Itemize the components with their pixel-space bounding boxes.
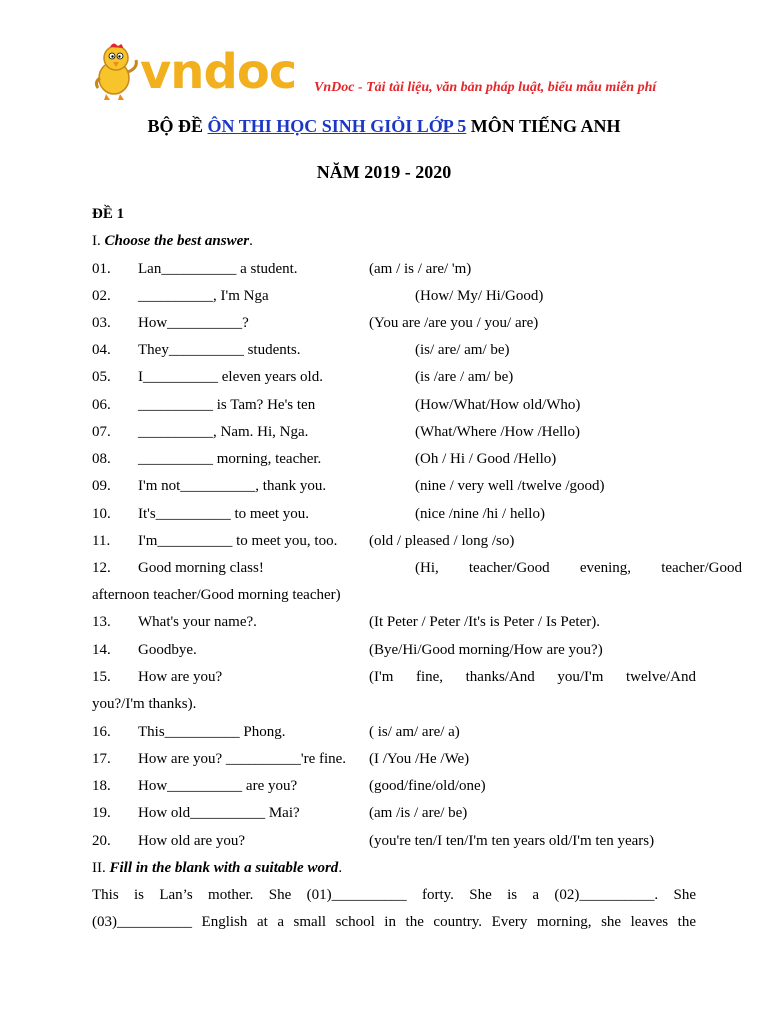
question-row	[92, 667, 696, 687]
question-number: 12.	[92, 560, 111, 576]
question-number: 10.	[92, 506, 111, 522]
passage-line-1: This is Lan’s mother. She (01)__________ forty. She is a (02)__________. She	[92, 887, 696, 903]
question-text: Lan__________ a student.	[138, 261, 298, 277]
part1-number: I.	[92, 233, 105, 249]
question-options: (nine / very well /twelve /good)	[415, 478, 605, 494]
question-text: How old__________ Mai?	[138, 805, 300, 821]
question-options-continued: afternoon teacher/Good morning teacher)	[92, 587, 341, 603]
question-options: (Hi, teacher/Good evening, teacher/Good	[415, 560, 742, 576]
question-row	[92, 831, 696, 851]
question-text: __________, I'm Nga	[138, 288, 269, 304]
title-prefix: BỘ ĐỀ	[147, 116, 208, 136]
question-options: (am / is / are/ 'm)	[369, 261, 472, 277]
question-text: How are you?	[138, 669, 223, 685]
question-text: How__________?	[138, 315, 249, 331]
part1-end: .	[249, 233, 253, 249]
question-row	[92, 612, 696, 632]
question-text: How old are you?	[138, 833, 246, 849]
title-link[interactable]: ÔN THI HỌC SINH GIỎI LỚP 5	[207, 116, 467, 136]
question-text: I'm not__________, thank you.	[138, 478, 327, 494]
exam-section-label: ĐỀ 1	[92, 206, 125, 222]
question-row	[92, 749, 696, 769]
question-number: 02.	[92, 288, 111, 304]
question-text: They__________ students.	[138, 342, 301, 358]
question-text: __________ is Tam? He's ten	[138, 397, 316, 413]
question-text: What's your name?.	[138, 614, 257, 630]
question-options: (How/ My/ Hi/Good)	[415, 288, 544, 304]
question-text: __________ morning, teacher.	[138, 451, 322, 467]
part2-number: II.	[92, 860, 110, 876]
logo-text: vndoc	[140, 44, 297, 100]
question-number: 03.	[92, 315, 111, 331]
question-row	[92, 531, 696, 551]
title-suffix: MÔN TIẾNG ANH	[466, 116, 621, 136]
question-number: 11.	[92, 533, 111, 549]
question-number: 14.	[92, 642, 111, 658]
question-text: Good morning class!	[138, 560, 264, 576]
question-text: I__________ eleven years old.	[138, 369, 323, 385]
page-title	[0, 114, 768, 138]
question-number: 01.	[92, 261, 111, 277]
question-number: 05.	[92, 369, 111, 385]
question-options: (nice /nine /hi / hello)	[415, 506, 545, 522]
part2-end: .	[338, 860, 343, 876]
part2-heading	[92, 858, 342, 878]
vndoc-logo[interactable]	[92, 42, 307, 102]
question-text: It's__________ to meet you.	[138, 506, 310, 522]
question-row	[92, 395, 696, 415]
question-options: (What/Where /How /Hello)	[415, 424, 580, 440]
question-options: (is/ are/ am/ be)	[415, 342, 510, 358]
question-row	[92, 422, 696, 442]
question-row	[92, 367, 696, 387]
question-options: (It Peter / Peter /It's is Peter / Is Peter).	[369, 614, 600, 630]
question-options: (Bye/Hi/Good morning/How are you?)	[369, 642, 603, 658]
question-number: 16.	[92, 724, 111, 740]
question-row	[92, 313, 696, 333]
question-options: (old / pleased / long /so)	[369, 533, 515, 549]
question-row	[92, 449, 696, 469]
question-number: 19.	[92, 805, 111, 821]
question-row	[92, 504, 696, 524]
chick-mascot-icon	[92, 42, 142, 102]
question-text: How are you? __________'re fine.	[138, 751, 347, 767]
question-text: __________, Nam. Hi, Nga.	[138, 424, 309, 440]
question-number: 08.	[92, 451, 111, 467]
question-options: (You are /are you / you/ are)	[369, 315, 539, 331]
question-row	[92, 776, 696, 796]
question-row	[92, 640, 696, 660]
question-options: (How/What/How old/Who)	[415, 397, 581, 413]
question-text: I'm__________ to meet you, too.	[138, 533, 338, 549]
question-options: (is /are / am/ be)	[415, 369, 514, 385]
question-row	[92, 286, 696, 306]
question-text: Goodbye.	[138, 642, 197, 658]
question-options: (I'm fine, thanks/And you/I'm twelve/And	[369, 669, 696, 685]
question-text: This__________ Phong.	[138, 724, 286, 740]
question-options: (good/fine/old/one)	[369, 778, 486, 794]
page-year: NĂM 2019 - 2020	[316, 162, 452, 182]
passage-line-2: (03)__________ English at a small school in the country. Every morning, she leaves the	[92, 914, 696, 930]
question-row	[92, 476, 696, 496]
question-options-continued: you?/I'm thanks).	[92, 696, 197, 712]
question-number: 07.	[92, 424, 111, 440]
question-options: ( is/ am/ are/ a)	[369, 724, 460, 740]
question-number: 20.	[92, 833, 111, 849]
site-tagline: VnDoc - Tải tài liệu, văn bản pháp luật, biểu mẫu miễn phí	[314, 80, 657, 95]
question-options: (I /You /He /We)	[369, 751, 470, 767]
page-header	[92, 42, 712, 108]
question-row	[92, 803, 696, 823]
question-options: (am /is / are/ be)	[369, 805, 468, 821]
question-number: 15.	[92, 669, 111, 685]
question-number: 04.	[92, 342, 111, 358]
question-row	[92, 340, 696, 360]
question-row	[92, 722, 696, 742]
part1-title: Choose the best answer	[104, 233, 250, 249]
part2-title: Fill in the blank with a suitable word	[109, 860, 339, 876]
question-text: How__________ are you?	[138, 778, 298, 794]
question-number: 13.	[92, 614, 111, 630]
question-row	[92, 558, 742, 578]
question-number: 18.	[92, 778, 111, 794]
part1-heading	[92, 231, 253, 251]
question-row	[92, 259, 696, 279]
question-number: 17.	[92, 751, 111, 767]
question-options: (Oh / Hi / Good /Hello)	[415, 451, 557, 467]
question-options: (you're ten/I ten/I'm ten years old/I'm ten years)	[369, 833, 655, 849]
question-number: 06.	[92, 397, 111, 413]
question-number: 09.	[92, 478, 111, 494]
